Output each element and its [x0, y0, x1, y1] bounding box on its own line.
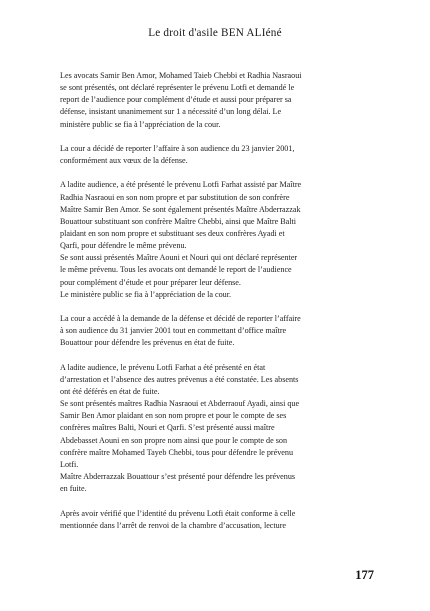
text-line: conformément aux vœux de la défense.	[60, 156, 188, 166]
text-line: Bouattour pour défendre les prévenus en état de fuite.	[60, 338, 235, 348]
text-line: Maître Abderrazzak Bouattour s’est présenté pour défendre les prévenus	[60, 472, 296, 482]
text-line: confrère maître Mohamed Tayeb Chebbi, tous pour défendre le prévenu	[60, 447, 294, 457]
text-line: le même prévenu. Tous les avocats ont demandé le report de l’audience	[60, 265, 292, 275]
text-line: Lotfi.	[60, 459, 79, 469]
paragraph	[60, 179, 374, 301]
text-line: La cour a accédé à la demande de la défense et décidé de reporter l’affaire	[60, 314, 301, 324]
paragraph	[60, 313, 374, 349]
text-line: Samir Ben Amor plaidant en son nom propre et pour le compte de ses	[60, 411, 287, 421]
text-line: confrères maîtres Balti, Nouri et Qarfi. S’est présenté aussi maître	[60, 423, 275, 433]
text-line: Les avocats Samir Ben Amor, Mohamed Taieb Chebbi et Radhia Nasraoui	[60, 71, 302, 80]
text-line: Après avoir vérifié que l’identité du prévenu Lotfi était conforme à celle	[60, 508, 296, 518]
paragraph	[60, 70, 374, 131]
paragraph	[60, 362, 374, 496]
paragraph	[60, 508, 374, 532]
text-line: A ladite audience, a été présenté le prévenu Lotfi Farhat assisté par Maître	[60, 180, 302, 190]
text-line: mentionnée dans l’arrêt de renvoi de la chambre d’accusation, lecture	[60, 520, 287, 530]
text-line: Qarfi, pour défendre le même prévenu.	[60, 241, 187, 251]
paragraph	[60, 143, 374, 167]
text-line: à son audience du 31 janvier 2001 tout en commettant d’office maître	[60, 326, 287, 336]
text-line: Se sont présentés maîtres Radhia Nasraoui et Abderraouf Ayadi, ainsi que	[60, 399, 300, 409]
text-line: en fuite.	[60, 484, 87, 494]
page-header-title: Le droit d'asile BEN ALIéné	[148, 27, 282, 39]
text-line: Le ministère public se fia à l’appréciation de la cour.	[60, 289, 232, 299]
text-line: d’arrestation et l’absence des autres prévenus a été constatée. Les absents	[60, 374, 299, 384]
text-line: se sont présentés, ont déclaré représenter le prévenu Lotfi et demandé le	[60, 83, 295, 93]
text-line: A ladite audience, le prévenu Lotfi Farhat a été présenté en état	[60, 362, 266, 372]
text-line: ministère public se fia à l’appréciation de la cour.	[60, 119, 221, 129]
text-line: ont été déférés en état de fuite.	[60, 387, 160, 396]
text-line: défense, insistant unanimement sur 1 a nécessité d’un long délai. Le	[60, 107, 282, 117]
text-line: Se sont aussi présentés Maître Aouni et Nouri qui ont déclaré représenter	[60, 253, 298, 263]
text-line: Bouattour substituant son confrère Maître Chebbi, ainsi que Maître Balti	[60, 216, 297, 226]
text-line: La cour a décidé de reporter l’affaire à son audience du 23 janvier 2001,	[60, 143, 295, 153]
page-number: 177	[355, 568, 374, 582]
text-line: Abdebasset Aouni en son propre nom ainsi que pour le compte de son	[60, 435, 288, 445]
text-line: plaidant en son nom propre et substituant ses deux confrères Ayadi et	[60, 229, 285, 238]
text-line: Maître Samir Ben Amor. Se sont également présentés Maître Abderrazzak	[60, 204, 301, 214]
text-line: pour complément d’étude et pour préparer leur défense.	[60, 277, 241, 287]
document-body	[60, 70, 374, 544]
text-line: Radhia Nasraoui en son nom propre et par substitution de son confrère	[60, 192, 290, 202]
text-line: report de l’audience pour complément d’étude et aussi pour préparer sa	[60, 95, 292, 105]
